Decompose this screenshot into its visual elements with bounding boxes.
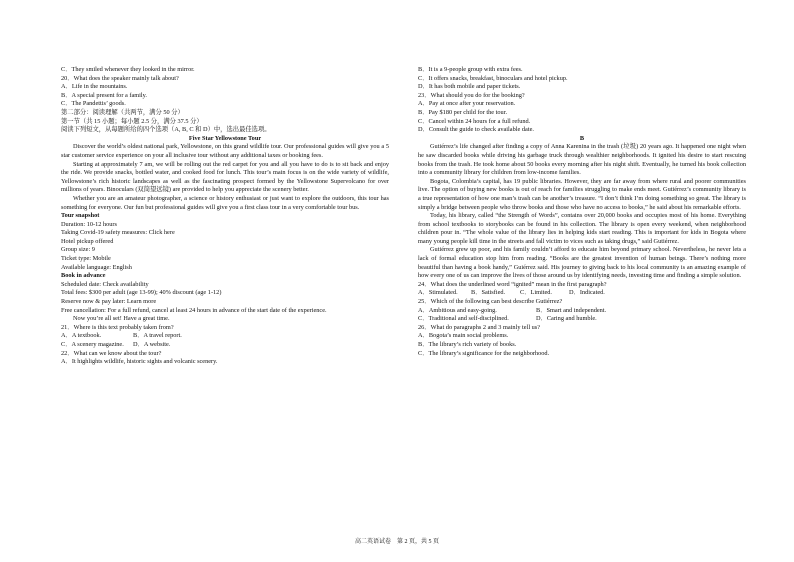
option-22d: D．It has both mobile and paper tickets. xyxy=(418,83,521,91)
question-26: 26．What do paragraphs 2 and 3 mainly tell us? xyxy=(418,323,541,331)
option-26c: C．The library’s significance for the neighborhood. xyxy=(418,349,550,357)
option-24d: D．Indicated. xyxy=(569,289,605,297)
b-paragraph-3: Today, his library, called “the Strength of Words”, contains over 20,000 books and occupies most of his home. Everything from school textbooks to storybooks can be found in his collection. The library is open every weekend, when neighborhood children pour in. “The whole value of the library lies in helping kids start reading. This is important for kids in Bogota where many young people kill time in the streets and fall victim to vices such as taking drugs,” said Gutiérrez. xyxy=(418,212,746,245)
book-heading: Book in advance xyxy=(61,272,106,280)
option-23d: D．Consult the guide to check available date. xyxy=(418,126,534,134)
b-paragraph-2: Bogota, Colombia’s capital, has 19 public libraries. However, they are far away from where rural and poorer communities live. The option of buying new books is out of reach for families struggling to make ends meet. Gutiérrez’s community library is a true representation of how one man’s trash can be another’s treasure. “I don’t think I’m doing something so great. The library is simply a bridge between people who throw books and those who have no access to books,” he said about his remarkable efforts. xyxy=(418,177,746,211)
option-21b: B．A travel report. xyxy=(133,332,182,340)
reserve-now: Reserve now & pay later: Learn more xyxy=(61,298,157,306)
group-size: Group size: 9 xyxy=(61,246,95,254)
section-b-heading: B xyxy=(579,134,585,142)
option-26a: A．Bogota’s main social problems. xyxy=(418,332,509,340)
option-25c: C．Traditional and self-disciplined. xyxy=(418,315,509,323)
question-21: 21．Where is this text probably taken from? xyxy=(61,323,174,331)
option-20b: B．A special present for a family. xyxy=(61,91,147,99)
total-fees: Total fees: $300 per adult (age 13-99); 40% discount (age 1-12) xyxy=(61,289,222,297)
option-23a: A．Pay at once after your reservation. xyxy=(418,100,516,108)
ticket-type: Ticket type: Mobile xyxy=(61,255,111,263)
passage-title: Five Star Yellowstone Tour xyxy=(188,134,262,142)
left-column xyxy=(61,66,389,367)
option-23b: B．Pay $180 per child for the tour. xyxy=(418,108,508,116)
option-19c: C．They smiled whenever they looked in the mirror. xyxy=(61,66,195,73)
option-25a: A．Ambitious and easy-going. xyxy=(418,306,497,314)
covid-measures: Taking Covid-19 safety measures: Click here xyxy=(61,229,175,237)
right-column xyxy=(418,66,746,358)
paragraph-2: Starting at approximately 7 am, we will be rolling out the red carpet for you and all you have to do is to sit back and enjoy the ride. We provide snacks, bottled water, and cooked food for lunch. This tour’s main focus is on the wide variety of wildlife, Yellowstone’s rich historic landscapes as well as the fascinating prospect formed by the Yellowstone Supervolcano for over millions of years. Binoculars (双筒望远镜) are provided to help you appreciate the scenery better. xyxy=(61,160,389,194)
option-25d: D．Caring and humble. xyxy=(536,315,597,323)
option-21d: D．A website. xyxy=(133,341,171,348)
page-footer: 高二英语试卷 第 2 页，共 5 页 xyxy=(354,539,439,545)
section1-heading: 第一节（共 15 小题；每小题 2.5 分，满分 37.5 分） xyxy=(61,117,203,125)
paragraph-3: Whether you are an amateur photographer, a science or history enthusiast or just want to explore the outdoors, this tour has something for everyone. Our fun but professional guides will give you a first class tour in a very comfortable tour bus. xyxy=(61,194,389,211)
option-24c: C．Limited. xyxy=(520,289,553,297)
b-paragraph-1: Gutiérrez’s life changed after finding a copy of Anna Karenina in the trash (垃圾) 20 years ago. It happened one night when he saw discarded books while driving his garbage truck through wealthier neighborhoods. It ignited his desire to start rescuing books from the trash. He took home about 50 books every morning after his night shift. Eventually, he turned his book collection into a community library for children from low-income families. xyxy=(418,143,746,177)
option-22c: C．It offers snacks, breakfast, binoculars and hotel pickup. xyxy=(418,74,568,82)
instructions: 阅读下列短文，从每题所给的四个选项（A, B, C 和 D）中，选出最佳选项。 xyxy=(61,126,271,134)
b-paragraph-4: Gutiérrez grew up poor, and his family couldn’t afford to educate him beyond primary school. Nevertheless, he never lets a lack of formal education stop him from reading. “Books are the greatest invention of human beings. There’s nothing more beautiful than having a book handy,” Guiérrez said. His journey to giving back to his local community is an amazing example of how every one of us can improve the lives of those around us by identifying needs, investing time and finding a simple solution. xyxy=(418,246,746,280)
snapshot-heading: Tour snapshot xyxy=(61,212,100,220)
question-20: 20．What does the speaker mainly talk about? xyxy=(61,74,179,82)
all-set: Now you’re all set! Have a great time. xyxy=(73,315,170,323)
option-20c: C．The Pandettis’ goods. xyxy=(61,100,126,108)
hotel-pickup: Hotel pickup offered xyxy=(61,237,114,245)
option-22b: B．It is a 9-people group with extra fees. xyxy=(418,66,523,73)
duration: Duration: 10-12 hours xyxy=(61,220,117,228)
option-22a: A．It highlights wildlife, historic sights and volcanic scenery. xyxy=(61,358,218,366)
option-21a: A．A textbook. xyxy=(61,332,102,340)
option-25b: B．Smart and independent. xyxy=(536,306,607,314)
option-23c: C．Cancel within 24 hours for a full refund. xyxy=(418,117,531,125)
option-21c: C．A scenery magazine. xyxy=(61,341,124,348)
option-20a: A．Life in the mountains. xyxy=(61,83,128,91)
option-24b: B．Satisfied. xyxy=(471,289,506,297)
question-23: 23．What should you do for the booking? xyxy=(418,91,525,99)
option-26b: B．The library’s rich variety of books. xyxy=(418,341,517,348)
scheduled-date: Scheduled date: Check availability xyxy=(61,280,149,288)
question-25: 25．Which of the following can best describe Gutiérrez? xyxy=(418,298,563,306)
question-22: 22．What can we know about the tour? xyxy=(61,349,162,357)
paragraph-1: Discover the world’s oldest national park, Yellowstone, on this grand wildlife tour. Our professional guides will give you a 5 star customer service experience on your all inclusive tour without any additional taxes or booking fees. xyxy=(61,143,389,159)
question-24: 24．What does the underlined word “ignited” mean in the first paragraph? xyxy=(418,280,607,288)
option-24a: A．Stimulated. xyxy=(418,289,458,297)
available-language: Available language: English xyxy=(61,263,132,271)
part2-heading: 第二部分：阅读理解（共两节，满分 50 分） xyxy=(61,108,184,116)
free-cancellation: Free cancellation: For a full refund, cancel at least 24 hours in advance of the start date of the experience. xyxy=(61,306,327,314)
